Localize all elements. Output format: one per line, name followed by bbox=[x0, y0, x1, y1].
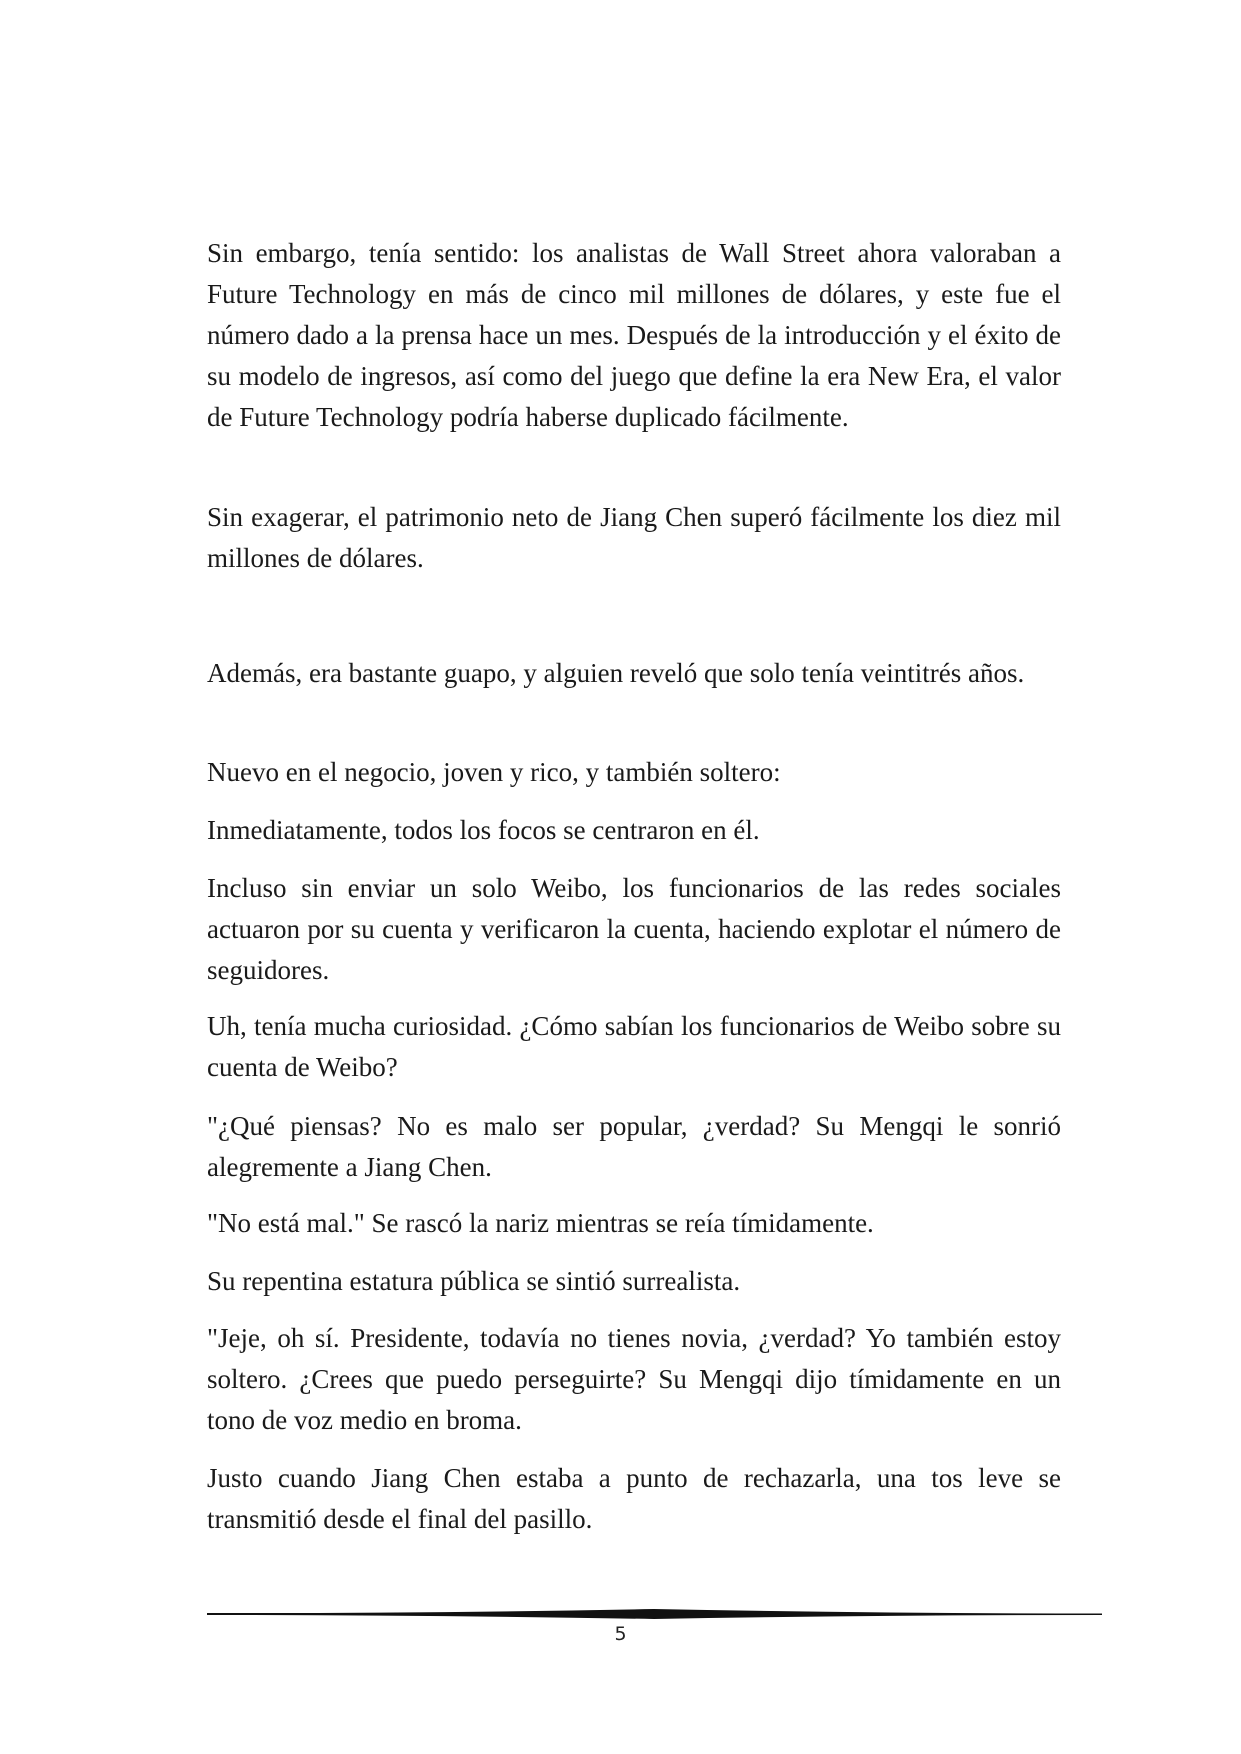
footer-rule bbox=[207, 1607, 1102, 1621]
paragraph-10: Su repentina estatura pública se sintió surrealista. bbox=[207, 1266, 741, 1296]
paragraph-1: Sin embargo, tenía sentido: los analistas de Wall Street ahora valoraban a Future Technology en más de cinco mil millones de dólares, y este fue el número dado a la prensa hace un mes. Después de la introducción y el éxito de su modelo de ingresos, así como del juego que define la era New Era, el valor de Future Technology podría haberse duplicado fácilmente. bbox=[207, 238, 1061, 432]
paragraph-8: "¿Qué piensas? No es malo ser popular, ¿verdad? Su Mengqi le sonrió alegremente a Jiang Chen. bbox=[207, 1111, 1061, 1182]
paragraph-9: "No está mal." Se rascó la nariz mientras se reía tímidamente. bbox=[207, 1208, 874, 1238]
page-number: 5 bbox=[614, 1623, 627, 1645]
paragraph-5: Inmediatamente, todos los focos se centraron en él. bbox=[207, 815, 760, 845]
paragraph-3: Además, era bastante guapo, y alguien reveló que solo tenía veintitrés años. bbox=[207, 658, 1025, 688]
paragraph-7: Uh, tenía mucha curiosidad. ¿Cómo sabían los funcionarios de Weibo sobre su cuenta de Weibo? bbox=[207, 1011, 1061, 1082]
paragraph-12: Justo cuando Jiang Chen estaba a punto de rechazarla, una tos leve se transmitió desde el final del pasillo. bbox=[207, 1463, 1061, 1534]
paragraph-6: Incluso sin enviar un solo Weibo, los funcionarios de las redes sociales actuaron por su cuenta y verificaron la cuenta, haciendo explotar el número de seguidores. bbox=[207, 873, 1061, 985]
paragraph-2: Sin exagerar, el patrimonio neto de Jiang Chen superó fácilmente los diez mil millones de dólares. bbox=[207, 502, 1061, 573]
paragraph-4: Nuevo en el negocio, joven y rico, y también soltero: bbox=[207, 757, 781, 787]
paragraph-11: "Jeje, oh sí. Presidente, todavía no tienes novia, ¿verdad? Yo también estoy soltero. ¿Crees que puedo perseguirte? Su Mengqi dijo tímidamente en un tono de voz medio en broma. bbox=[207, 1323, 1061, 1435]
